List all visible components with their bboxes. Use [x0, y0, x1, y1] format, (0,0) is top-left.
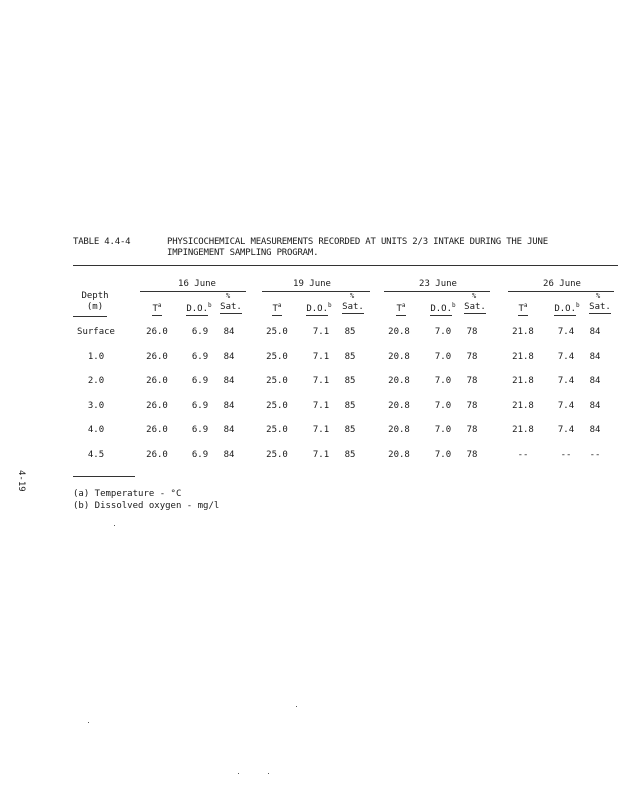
- table-cell: 84: [589, 401, 601, 411]
- depth-header-rule: [73, 316, 107, 317]
- table-cell: 26.0: [146, 425, 168, 435]
- col-header-saturation: Sat.: [464, 302, 486, 312]
- table-cell: 20.8: [388, 425, 410, 435]
- table-cell: 25.0: [266, 425, 288, 435]
- table-cell: 84: [589, 327, 601, 337]
- table-cell: 7.4: [557, 327, 575, 337]
- table-cell: 78: [466, 327, 478, 337]
- table-cell: 7.4: [557, 376, 575, 386]
- table-title: PHYSICOCHEMICAL MEASUREMENTS RECORDED AT UNITS 2/3 INTAKE DURING THE JUNE: [167, 237, 548, 247]
- table-cell: 84: [223, 376, 235, 386]
- table-cell: 78: [466, 425, 478, 435]
- table-cell: 6.9: [191, 450, 209, 460]
- table-cell: 6.9: [191, 425, 209, 435]
- table-cell: 26.0: [146, 327, 168, 337]
- row-depth-label: 4.0: [87, 425, 105, 435]
- col-header-saturation: Sat.: [342, 302, 364, 312]
- table-cell: --: [517, 450, 529, 460]
- row-depth-label: Surface: [77, 327, 115, 337]
- row-depth-label: 2.0: [87, 376, 105, 386]
- table-cell: 85: [344, 327, 356, 337]
- table-cell: 20.8: [388, 327, 410, 337]
- table-cell: 85: [344, 401, 356, 411]
- col-header-do: D.O.$^b$: [306, 302, 332, 314]
- table-cell: 7.0: [434, 352, 452, 362]
- row-depth-label: 1.0: [87, 352, 105, 362]
- table-cell: 84: [223, 450, 235, 460]
- footnote-a: (a) Temperature - °C: [73, 489, 182, 499]
- row-depth-label: 3.0: [87, 401, 105, 411]
- table-cell: 26.0: [146, 450, 168, 460]
- col-header-temperature: $T^a$: [272, 302, 282, 314]
- table-cell: 21.8: [512, 425, 534, 435]
- table-cell: --: [589, 450, 601, 460]
- footnotes: [73, 488, 219, 512]
- table-cell: 84: [223, 327, 235, 337]
- table-cell: 85: [344, 376, 356, 386]
- table-cell: 84: [223, 352, 235, 362]
- col-header-do: D.O.$^b$: [186, 302, 212, 314]
- scan-speck: [238, 773, 239, 774]
- footnote-separator: [73, 476, 135, 477]
- table-cell: 6.9: [191, 352, 209, 362]
- row-depth-label: 4.5: [87, 450, 105, 460]
- table-cell: 84: [589, 376, 601, 386]
- table-cell: 21.8: [512, 352, 534, 362]
- table-cell: 21.8: [512, 327, 534, 337]
- scan-speck: [114, 525, 115, 526]
- group-header-23-june: 23 June: [419, 279, 457, 289]
- pct-symbol: %: [596, 292, 601, 300]
- depth-header-unit: (m): [86, 302, 104, 312]
- col-header-do: D.O.$^b$: [554, 302, 580, 314]
- pct-symbol: %: [226, 292, 231, 300]
- table-cell: 7.4: [557, 425, 575, 435]
- table-cell: 25.0: [266, 376, 288, 386]
- table-cell: 7.0: [434, 376, 452, 386]
- table-cell: 78: [466, 401, 478, 411]
- table-cell: 7.1: [312, 376, 330, 386]
- col-header-temperature: $T^a$: [518, 302, 528, 314]
- table-cell: 7.1: [312, 352, 330, 362]
- table-cell: 26.0: [146, 352, 168, 362]
- table-cell: 20.8: [388, 401, 410, 411]
- col-header-do: D.O.$^b$: [430, 302, 456, 314]
- table-cell: 25.0: [266, 352, 288, 362]
- table-cell: 7.0: [434, 425, 452, 435]
- group-header-26-june: 26 June: [543, 279, 581, 289]
- group-header-19-june: 19 June: [293, 279, 331, 289]
- page-number: 4-19: [16, 470, 26, 492]
- table-cell: 7.1: [312, 327, 330, 337]
- col-header-temperature: $T^a$: [396, 302, 406, 314]
- table-title-continued: IMPINGEMENT SAMPLING PROGRAM.: [167, 248, 319, 258]
- col-header-temperature: $T^a$: [152, 302, 162, 314]
- table-cell: 84: [589, 352, 601, 362]
- scan-speck: [296, 706, 297, 707]
- scan-speck: [88, 722, 89, 723]
- col-header-saturation: Sat.: [589, 302, 611, 312]
- footnote-b: (b) Dissolved oxygen - mg/l: [73, 501, 220, 511]
- table-cell: 25.0: [266, 450, 288, 460]
- table-cell: 6.9: [191, 401, 209, 411]
- table-top-rule: [73, 265, 618, 266]
- table-cell: 84: [589, 425, 601, 435]
- table-cell: 85: [344, 352, 356, 362]
- table-cell: 26.0: [146, 401, 168, 411]
- table-cell: --: [560, 450, 572, 460]
- pct-symbol: %: [472, 292, 477, 300]
- table-cell: 85: [344, 450, 356, 460]
- table-cell: 7.4: [557, 401, 575, 411]
- table-cell: 20.8: [388, 352, 410, 362]
- table-cell: 21.8: [512, 376, 534, 386]
- table-cell: 7.1: [312, 425, 330, 435]
- table-cell: 7.0: [434, 401, 452, 411]
- table-cell: 84: [223, 401, 235, 411]
- table-cell: 20.8: [388, 376, 410, 386]
- table-cell: 25.0: [266, 327, 288, 337]
- depth-column-header: [78, 291, 112, 313]
- table-cell: 21.8: [512, 401, 534, 411]
- table-cell: 78: [466, 376, 478, 386]
- col-header-saturation: Sat.: [220, 302, 242, 312]
- table-cell: 7.1: [312, 401, 330, 411]
- table-cell: 6.9: [191, 327, 209, 337]
- table-cell: 25.0: [266, 401, 288, 411]
- table-cell: 7.0: [434, 327, 452, 337]
- table-cell: 7.4: [557, 352, 575, 362]
- table-label: TABLE 4.4-4: [73, 237, 131, 247]
- table-cell: 26.0: [146, 376, 168, 386]
- pct-symbol: %: [350, 292, 355, 300]
- table-cell: 7.0: [434, 450, 452, 460]
- table-cell: 6.9: [191, 376, 209, 386]
- group-header-16-june: 16 June: [178, 279, 216, 289]
- depth-header-label: Depth: [81, 291, 109, 301]
- table-cell: 84: [223, 425, 235, 435]
- table-cell: 20.8: [388, 450, 410, 460]
- table-cell: 85: [344, 425, 356, 435]
- table-cell: 78: [466, 352, 478, 362]
- table-cell: 78: [466, 450, 478, 460]
- scan-speck: [268, 773, 269, 774]
- table-cell: 7.1: [312, 450, 330, 460]
